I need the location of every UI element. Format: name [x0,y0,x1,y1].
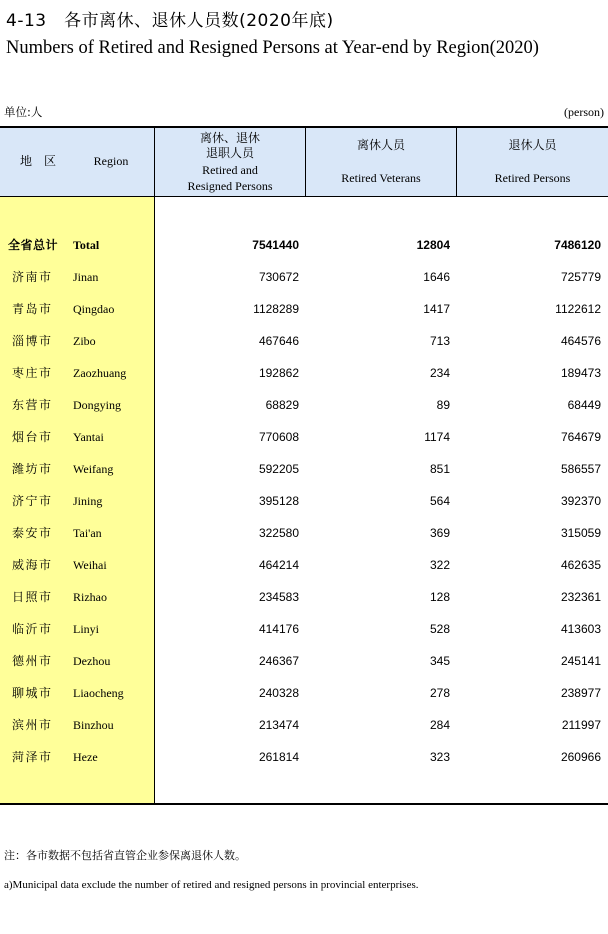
header-region-en: Region [93,154,129,168]
table-row [0,677,608,709]
region-name-cn: 烟台市 [12,430,53,444]
table-row [0,549,608,581]
retired-value: 1122612 [555,302,601,316]
retired-value: 189473 [560,366,601,380]
retired-resigned-value: 213474 [258,718,299,732]
retired-resigned-value: 192862 [258,366,299,380]
veterans-value: 1174 [424,430,450,444]
header-separator [0,196,608,197]
header-total-cn-2: 退职人员 [205,146,254,160]
retired-resigned-value: 234583 [258,590,299,604]
region-name-en: Weihai [73,558,107,572]
retired-resigned-value: 1128289 [253,302,299,316]
retired-value: 245141 [560,654,601,668]
table-row [0,453,608,485]
region-name-en: Binzhou [73,718,114,732]
retired-value: 725779 [560,270,601,284]
retired-resigned-value: 395128 [258,494,299,508]
table-top-rule [0,126,608,128]
retired-resigned-value: 240328 [258,686,299,700]
veterans-value: 128 [429,590,450,604]
region-name-en: Weifang [73,462,114,476]
retired-resigned-value: 730672 [258,270,299,284]
region-name-en: Zibo [73,334,96,348]
retired-resigned-value: 246367 [258,654,299,668]
region-name-cn: 枣庄市 [12,366,53,380]
region-name-en: Jining [73,494,103,508]
footnote-cn: 注：各市数据不包括省直管企业参保离退休人数。 [4,849,246,862]
header-total-en-1: Retired and [202,163,258,177]
veterans-value: 234 [429,366,450,380]
retired-value: 7486120 [554,238,601,252]
region-name-cn: 威海市 [12,558,53,572]
retired-value: 764679 [560,430,601,444]
veterans-value: 12804 [416,238,450,252]
region-name-en: Linyi [73,622,99,636]
region-name-en: Heze [73,750,98,764]
header-total-en-2: Resigned Persons [187,179,273,193]
region-name-cn: 青岛市 [12,302,53,316]
veterans-value: 528 [429,622,450,636]
table-row [0,645,608,677]
retired-value: 464576 [560,334,601,348]
region-name-cn: 德州市 [12,654,53,668]
table-row [0,357,608,389]
region-name-en: Rizhao [73,590,107,604]
unit-label-en: (person) [564,105,604,119]
region-name-cn: 济宁市 [12,494,53,508]
table-row [0,581,608,613]
retired-value: 238977 [560,686,601,700]
table-row [0,293,608,325]
veterans-value: 89 [436,398,450,412]
veterans-value: 369 [429,526,450,540]
retired-resigned-value: 261814 [258,750,299,764]
retired-resigned-value: 414176 [258,622,299,636]
veterans-value: 1646 [423,270,450,284]
region-name-cn: 日照市 [12,590,53,604]
retired-resigned-value: 464214 [258,558,299,572]
table-row [0,709,608,741]
region-name-en: Qingdao [73,302,115,316]
retired-value: 260966 [560,750,601,764]
header-retired-cn: 退休人员 [508,138,557,152]
table-row [0,389,608,421]
page-title-en: Numbers of Retired and Resigned Persons at Year-end by Region(2020) [6,38,539,58]
region-name-cn: 全省总计 [8,238,59,252]
retired-resigned-value: 68829 [265,398,299,412]
region-name-cn: 东营市 [12,398,53,412]
region-name-en: Dezhou [73,654,111,668]
retired-value: 232361 [560,590,601,604]
page-title-cn: 4-13 各市离休、退休人员数(2020年底) [6,11,334,31]
region-name-en: Yantai [73,430,104,444]
retired-value: 586557 [560,462,601,476]
table-row [0,741,608,773]
header-total-cn-1: 离休、退休 [199,131,260,145]
table-row [0,613,608,645]
region-name-cn: 泰安市 [12,526,53,540]
retired-resigned-value: 467646 [258,334,299,348]
header-veterans-cn: 离休人员 [356,138,405,152]
veterans-value: 278 [429,686,450,700]
table-row [0,261,608,293]
region-name-en: Zaozhuang [73,366,127,380]
region-name-en: Liaocheng [73,686,124,700]
veterans-value: 323 [429,750,450,764]
retired-value: 413603 [560,622,601,636]
data-table [0,126,608,805]
veterans-value: 322 [429,558,450,572]
veterans-value: 713 [429,334,450,348]
header-veterans-en: Retired Veterans [341,171,421,185]
region-name-en: Total [73,238,100,252]
table-row [0,325,608,357]
region-name-en: Dongying [73,398,121,412]
region-name-cn: 济南市 [12,270,53,284]
retired-value: 462635 [560,558,601,572]
veterans-value: 1417 [423,302,450,316]
retired-resigned-value: 592205 [258,462,299,476]
veterans-value: 284 [429,718,450,732]
region-name-cn: 潍坊市 [12,462,53,476]
header-region-cn: 地 区 [19,154,56,168]
veterans-value: 564 [429,494,450,508]
unit-label-cn: 单位:人 [4,105,43,119]
region-name-cn: 菏泽市 [12,750,53,764]
veterans-value: 345 [429,654,450,668]
retired-value: 68449 [567,398,601,412]
region-name-cn: 聊城市 [12,686,53,700]
veterans-value: 851 [429,462,450,476]
table-bottom-rule [0,803,608,805]
table-row [0,517,608,549]
retired-resigned-value: 322580 [258,526,299,540]
region-name-cn: 滨州市 [12,718,53,732]
retired-value: 211997 [561,718,601,732]
header-retired-en: Retired Persons [494,171,571,185]
table-row [0,485,608,517]
retired-resigned-value: 770608 [258,430,299,444]
retired-value: 392370 [560,494,601,508]
region-name-en: Tai'an [73,526,102,540]
retired-resigned-value: 7541440 [252,238,299,252]
region-name-en: Jinan [73,270,99,284]
footnote-en: a)Municipal data exclude the number of retired and resigned persons in provincial enterprises. [4,879,419,891]
table-row [0,421,608,453]
region-name-cn: 淄博市 [12,334,53,348]
table-row-total [0,229,608,261]
retired-value: 315059 [560,526,601,540]
region-name-cn: 临沂市 [12,622,53,636]
